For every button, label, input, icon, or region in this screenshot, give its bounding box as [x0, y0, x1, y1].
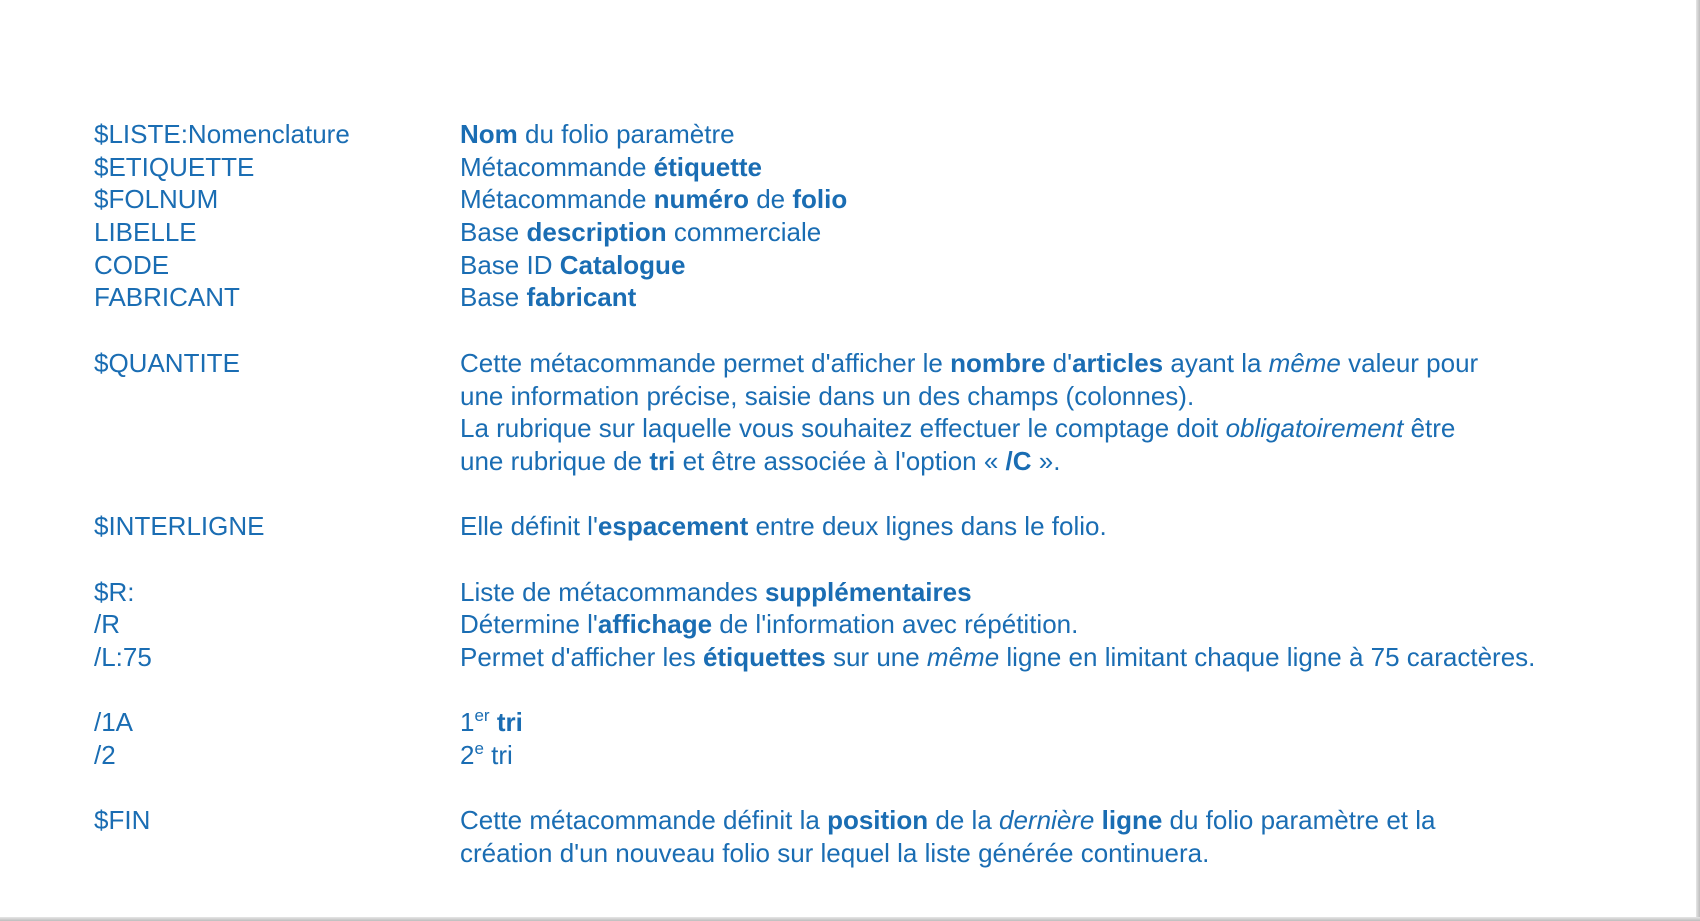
desc-tri2: [460, 739, 513, 772]
entry-etiquette: [94, 151, 1535, 184]
desc-text: Cette métacommande définit la: [460, 805, 828, 836]
desc-italic: même: [1268, 347, 1341, 378]
entry-code: [94, 249, 1535, 282]
term-liste: $LISTE:Nomenclature: [94, 119, 350, 149]
desc-text: de la: [928, 805, 999, 836]
term-folnum: $FOLNUM: [94, 184, 219, 215]
desc-text: Détermine l': [460, 609, 598, 640]
desc-bold: Nom: [460, 119, 518, 149]
term-empty: [94, 445, 460, 478]
desc-text: Base ID: [460, 249, 560, 280]
desc-text: Liste de métacommandes: [460, 576, 765, 607]
entry-quantite-cont: [94, 445, 1535, 478]
entry-interligne: [94, 510, 1535, 543]
desc-italic: obligatoirement: [1225, 413, 1404, 444]
desc-libelle: [460, 216, 821, 249]
entry-tri2: [94, 739, 1535, 772]
desc-text: de l'information avec répétition.: [712, 609, 1079, 640]
desc-folnum: [460, 183, 847, 216]
term-empty: [94, 412, 460, 445]
desc-r-slash: [460, 608, 1078, 641]
desc-text: ».: [1031, 445, 1061, 476]
metacommand-list: [94, 118, 1535, 870]
entry-fin-cont: [94, 837, 1535, 870]
term-r-slash: /R: [94, 609, 120, 640]
term-quantite: $QUANTITE: [94, 347, 240, 378]
desc-quantite-line-3: [460, 412, 1455, 445]
desc-r-colon: [460, 576, 972, 609]
spacer: [94, 314, 1535, 347]
desc-superscript: e: [474, 739, 484, 759]
desc-bold: position: [827, 805, 929, 836]
desc-text: du folio paramètre: [517, 119, 735, 149]
desc-fabricant: [460, 281, 636, 314]
desc-text: Cette métacommande permet d'afficher le: [460, 347, 951, 378]
desc-bold: numéro: [653, 184, 749, 215]
desc-fin-line-1: [460, 804, 1435, 837]
desc-text: 1: [460, 707, 475, 738]
desc-bold: articles: [1072, 347, 1164, 378]
desc-etiquette: [460, 151, 762, 184]
desc-text: et être associée à l'option «: [675, 445, 1006, 476]
desc-text: de: [749, 184, 793, 215]
desc-italic: même: [926, 642, 1000, 672]
entry-fin: [94, 804, 1535, 837]
desc-text: ligne en limitant chaque ligne à 75 caractères.: [999, 642, 1536, 672]
desc-bold: description: [526, 217, 667, 248]
term-fabricant: FABRICANT: [94, 282, 240, 313]
desc-text: du folio paramètre et la: [1162, 805, 1436, 836]
desc-text: commerciale: [666, 217, 822, 248]
page-shadow-right: [1696, 0, 1700, 921]
spacer: [94, 674, 1535, 707]
desc-text: 2: [460, 740, 475, 771]
term-empty: [94, 380, 460, 413]
entry-r-slash: [94, 608, 1535, 641]
desc-liste: [460, 118, 735, 151]
entry-quantite-cont: [94, 380, 1535, 413]
desc-bold: nombre: [950, 347, 1046, 378]
desc-text: valeur pour: [1340, 347, 1479, 378]
desc-text: Elle définit l': [460, 511, 598, 542]
entry-libelle: [94, 216, 1535, 249]
term-code: CODE: [94, 249, 170, 280]
desc-bold: tri: [649, 445, 676, 476]
entry-fabricant: [94, 281, 1535, 314]
desc-bold: espacement: [597, 511, 749, 542]
term-empty: [94, 837, 460, 870]
desc-italic: dernière: [999, 805, 1095, 836]
page-shadow-bottom: [0, 917, 1700, 921]
desc-text: Base: [460, 282, 527, 313]
desc-text: Métacommande: [460, 151, 654, 182]
entry-liste: [94, 118, 1535, 151]
desc-text: tri: [483, 740, 513, 771]
entry-l75: [94, 641, 1535, 674]
desc-bold: Catalogue: [559, 249, 686, 280]
desc-bold: tri: [496, 707, 523, 738]
desc-superscript: er: [474, 706, 490, 726]
desc-quantite-line-1: [460, 347, 1478, 380]
desc-tri1: [460, 706, 523, 739]
desc-text: [490, 707, 497, 737]
desc-bold: ligne: [1101, 805, 1163, 836]
desc-text: ayant la: [1163, 347, 1269, 378]
spacer: [94, 478, 1535, 511]
term-interligne: $INTERLIGNE: [94, 511, 265, 542]
entry-folnum: [94, 183, 1535, 216]
entry-tri1: [94, 706, 1535, 739]
term-tri1: /1A: [94, 707, 134, 738]
entry-quantite: [94, 347, 1535, 380]
desc-fin-line-2: création d'un nouveau folio sur lequel la liste générée continuera.: [460, 838, 1210, 869]
desc-text: une rubrique de: [460, 445, 650, 476]
term-r-colon: $R:: [94, 576, 135, 607]
desc-bold: folio: [792, 184, 848, 215]
desc-text: sur une: [825, 642, 927, 672]
desc-bold: étiquette: [653, 151, 762, 182]
desc-text: Base: [460, 217, 527, 248]
term-etiquette: $ETIQUETTE: [94, 151, 255, 182]
desc-bold: affichage: [597, 609, 713, 640]
spacer: [94, 772, 1535, 805]
entry-r-colon: [94, 576, 1535, 609]
desc-l75: [460, 641, 1535, 674]
entry-quantite-cont: [94, 412, 1535, 445]
term-fin: $FIN: [94, 805, 151, 836]
desc-code: [460, 249, 685, 282]
desc-bold: étiquettes: [702, 642, 826, 672]
desc-text: [1094, 805, 1101, 835]
desc-interligne: [460, 510, 1107, 543]
desc-bold: supplémentaires: [764, 576, 972, 607]
desc-text: Métacommande: [460, 184, 654, 215]
spacer: [94, 543, 1535, 576]
desc-text: Permet d'afficher les: [460, 642, 703, 672]
desc-text: La rubrique sur laquelle vous souhaitez effectuer le comptage doit: [460, 413, 1226, 444]
desc-text: d': [1045, 347, 1073, 378]
term-tri2: /2: [94, 740, 116, 771]
desc-text: entre deux lignes dans le folio.: [748, 511, 1107, 542]
term-libelle: LIBELLE: [94, 217, 197, 248]
desc-quantite-line-4: [460, 445, 1060, 478]
desc-text: être: [1403, 413, 1456, 444]
term-l75: /L:75: [94, 642, 152, 672]
desc-bold: fabricant: [526, 282, 637, 313]
desc-quantite-line-2: une information précise, saisie dans un des champs (colonnes).: [460, 380, 1195, 411]
desc-bold: /C: [1005, 445, 1032, 476]
